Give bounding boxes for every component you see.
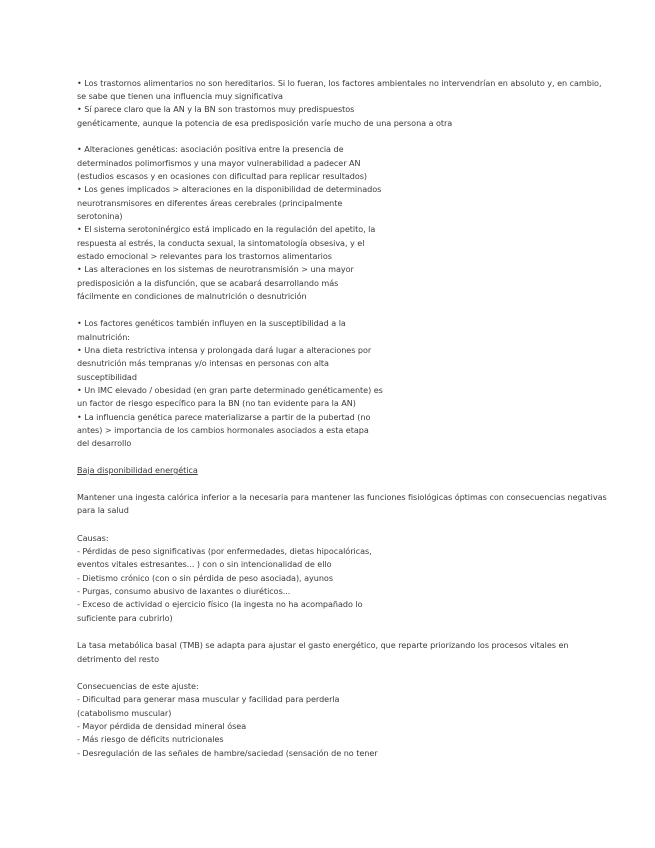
text-line: • Los factores genéticos también influyen en la susceptibilidad a la: [77, 318, 346, 328]
text-line: para la salud: [77, 505, 129, 515]
text-line: fácilmente en condiciones de malnutrición o desnutrición: [77, 291, 307, 301]
text-line: • Una dieta restrictiva intensa y prolongada dará lugar a alteraciones por: [77, 345, 372, 355]
text-line: - Dietismo crónico (con o sin pérdida de peso asociada), ayunos: [77, 573, 333, 583]
text-line: detrimento del resto: [77, 654, 159, 664]
section-heading: Baja disponibilidad energética: [77, 465, 198, 475]
text-line: malnutrición:: [77, 332, 130, 342]
text-line: La tasa metabólica basal (TMB) se adapta para ajustar el gasto energético, que reparte priorizando los procesos vitales en: [77, 640, 569, 650]
text-line: - Mayor pérdida de densidad mineral ósea: [77, 721, 247, 731]
text-line: - Purgas, consumo abusivo de laxantes o diuréticos...: [77, 586, 291, 596]
text-line: serotonina): [77, 211, 123, 221]
text-line: Mantener una ingesta calórica inferior a la necesaria para mantener las funciones fisiológicas óptimas con consecuencias negativas: [77, 492, 607, 502]
text-line: susceptibilidad: [77, 372, 137, 382]
text-line: - Dificultad para generar masa muscular y facilidad para perderla: [77, 694, 340, 704]
text-line: genéticamente, aunque la potencia de esa predisposición varíe mucho de una persona a otra: [77, 118, 453, 128]
text-line: (catabolismo muscular): [77, 708, 172, 718]
text-line: del desarrollo: [77, 438, 132, 448]
text-line: suficiente para cubrirlo): [77, 613, 173, 623]
text-line: • Sí parece claro que la AN y la BN son trastornos muy predispuestos: [77, 104, 355, 114]
text-line: • Alteraciones genéticas: asociación positiva entre la presencia de: [77, 144, 344, 154]
text-line: antes) > importancia de los cambios hormonales asociados a esta etapa: [77, 425, 369, 435]
text-line: un factor de riesgo específico para la BN (no tan evidente para la AN): [77, 398, 356, 408]
text-line: se sabe que tienen una influencia muy significativa: [77, 91, 283, 101]
text-line: • Los genes implicados > alteraciones en la disponibilidad de determinados: [77, 184, 382, 194]
text-line: Causas:: [77, 533, 109, 543]
text-line: predisposición a la disfunción, que se acabará desarrollando más: [77, 278, 339, 288]
text-line: determinados polimorfismos y una mayor vulnerabilidad a padecer AN: [77, 158, 361, 168]
text-line: eventos vitales estresantes... ) con o sin intencionalidad de ello: [77, 559, 332, 569]
text-line: • Las alteraciones en los sistemas de neurotransmisión > una mayor: [77, 264, 354, 274]
text-line: - Pérdidas de peso significativas (por enfermedades, dietas hipocalóricas,: [77, 546, 372, 556]
text-line: • Los trastornos alimentarios no son hereditarios. Si lo fueran, los factores ambientales no intervendrían en absoluto y, en cambio,: [77, 78, 602, 88]
text-line: respuesta al estrés, la conducta sexual, la sintomatología obsesiva, y el: [77, 238, 365, 248]
text-line: • El sistema serotoninérgico está implicado en la regulación del apetito, la: [77, 224, 376, 234]
text-line: • La influencia genética parece materializarse a partir de la pubertad (no: [77, 412, 371, 422]
text-line: Consecuencias de este ajuste:: [77, 681, 199, 691]
text-line: - Exceso de actividad o ejercicio físico (la ingesta no ha acompañado lo: [77, 599, 363, 609]
text-line: neurotransmisores en diferentes áreas cerebrales (principalmente: [77, 198, 343, 208]
text-line: - Más riesgo de déficits nutricionales: [77, 734, 224, 744]
text-line: • Un IMC elevado / obesidad (en gran parte determinado genéticamente) es: [77, 385, 383, 395]
text-line: - Desregulación de las señales de hambre/saciedad (sensación de no tener: [77, 748, 378, 758]
text-line: estado emocional > relevantes para los trastornos alimentarios: [77, 251, 332, 261]
text-line: desnutrición más tempranas y/o intensas en personas con alta: [77, 358, 329, 368]
text-line: (estudios escasos y en ocasiones con dificultad para replicar resultados): [77, 171, 368, 181]
